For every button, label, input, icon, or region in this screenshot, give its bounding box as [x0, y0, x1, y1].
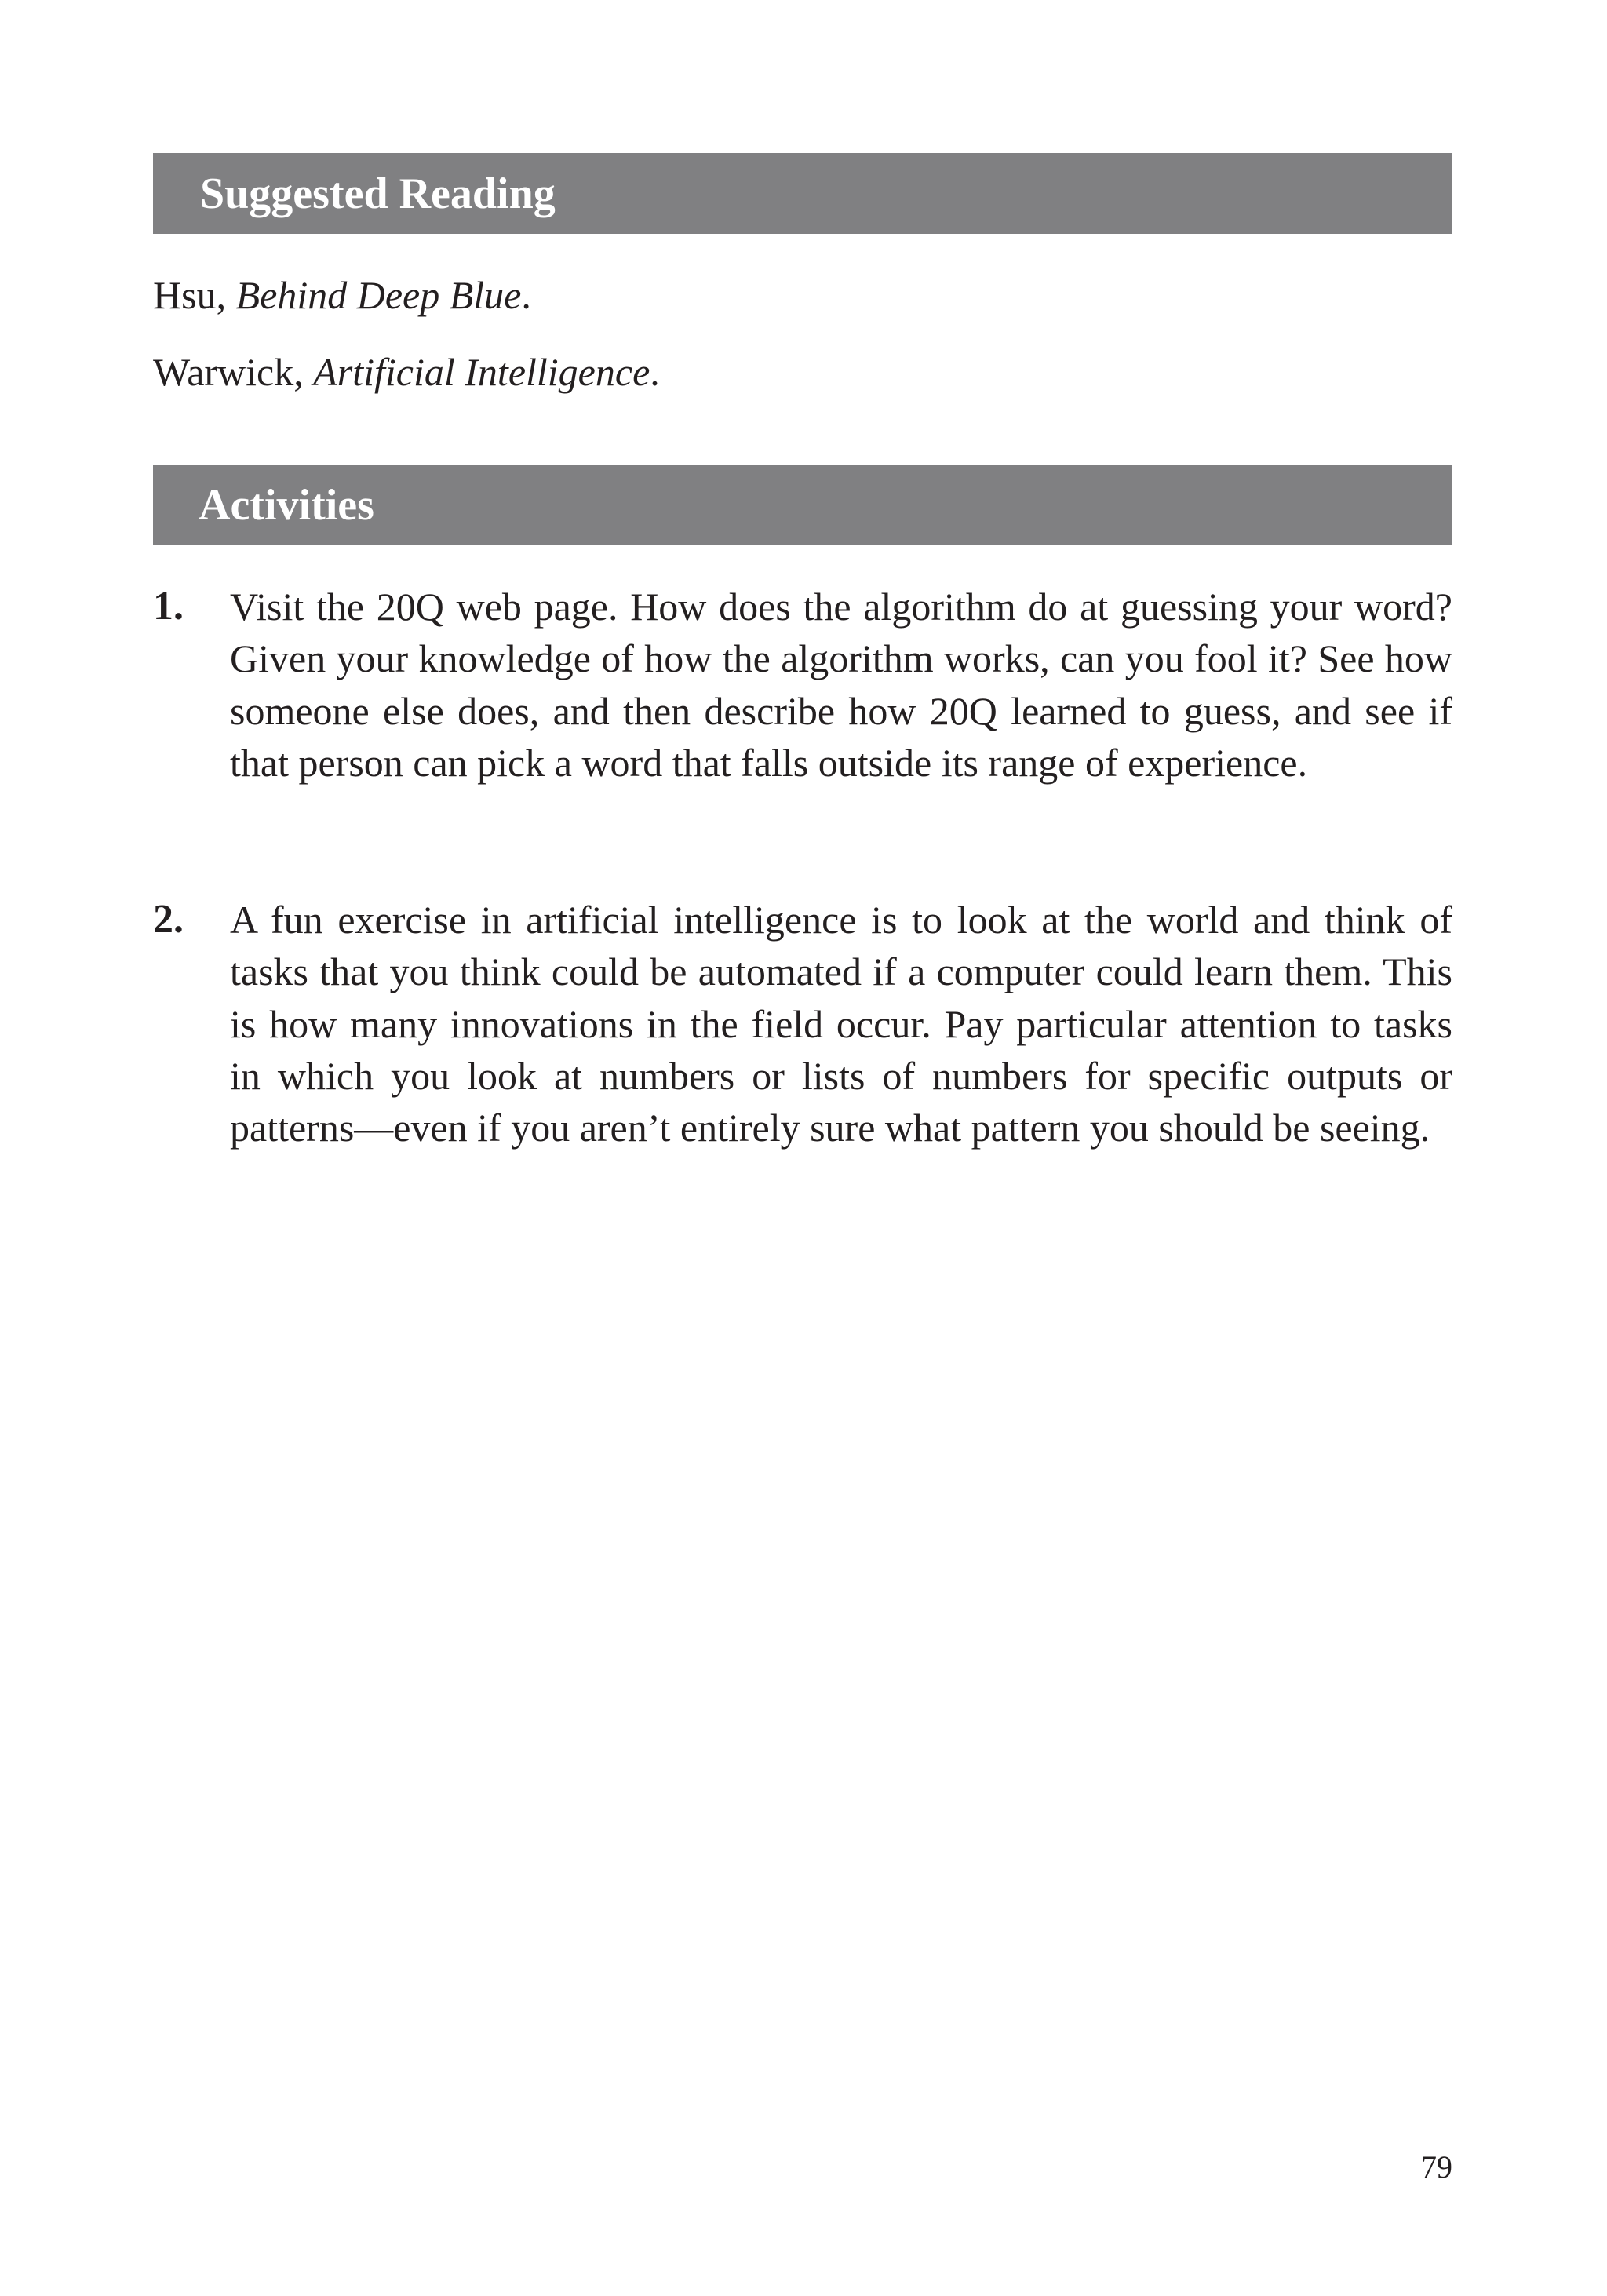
- activities-header: [153, 465, 1452, 545]
- page-number: 79: [1421, 2149, 1452, 2185]
- suggested-reading-header: [153, 153, 1452, 234]
- reading-end: .: [650, 350, 660, 394]
- reading-title: Artificial Intelligence: [313, 350, 650, 394]
- activity-number: 2.: [153, 897, 184, 942]
- reading-end: .: [521, 273, 531, 317]
- reading-author: Warwick,: [153, 350, 314, 394]
- activity-text: Visit the 20Q web page. How does the algorithm do at guessing your word? Given your knowledge of how the algorithm works, can you fool it? See how someone else does, and then describe how 20Q learned to guess, and see if that person can pick a word that falls outside its range of experience.: [230, 585, 1452, 785]
- reading-author: Hsu,: [153, 273, 236, 317]
- reading-title: Behind Deep Blue: [235, 273, 522, 317]
- activity-text: A fun exercise in artificial intelligence is to look at the world and think of tasks that you think could be automated if a computer could learn them. This is how many innovations in the field occur. Pay particular attention to tasks in which you look at numbers or lists of numbers for specific outputs or patterns—even if you aren’t entirely sure what pattern you should be seeing.: [230, 898, 1452, 1150]
- activities-title: Activities: [199, 480, 374, 530]
- reading-entry: [153, 275, 531, 315]
- activity-number: 1.: [153, 584, 184, 629]
- reading-entry: [153, 352, 660, 392]
- suggested-reading-title: Suggested Reading: [200, 169, 556, 218]
